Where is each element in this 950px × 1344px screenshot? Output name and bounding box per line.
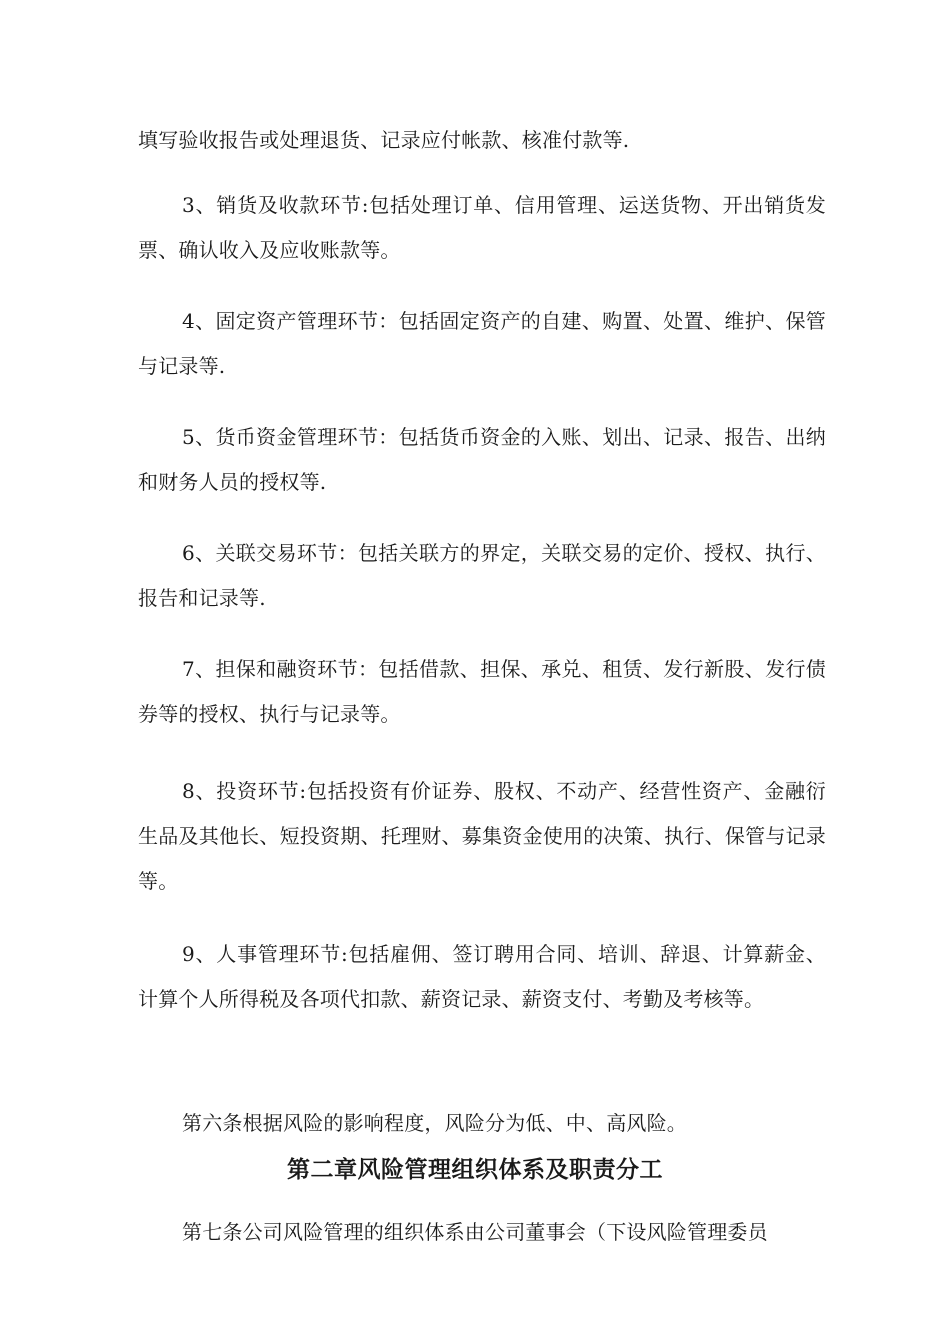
paragraph-continuation: 填写验收报告或处理退货、记录应付帐款、核准付款等. <box>138 128 630 152</box>
paragraph-fixed-assets: 4、固定资产管理环节：包括固定资产的自建、购置、处置、维护、保管与记录等. <box>138 309 826 378</box>
chapter-heading: 第二章风险管理组织体系及职责分工 <box>287 1156 663 1183</box>
paragraph-related-transactions: 6、关联交易环节：包括关联方的界定，关联交易的定价、授权、执行、报告和记录等. <box>138 541 826 610</box>
paragraph-guarantee-financing: 7、担保和融资环节：包括借款、担保、承兑、租赁、发行新股、发行债券等的授权、执行与记录等。 <box>138 657 826 726</box>
paragraph-personnel: 9、人事管理环节:包括雇佣、签订聘用合同、培训、辞退、计算薪金、计算个人所得税及各项代扣款、薪资记录、薪资支付、考勤及考核等。 <box>138 942 826 1011</box>
paragraph-article-7: 第七条公司风险管理的组织体系由公司董事会（下设风险管理委员 <box>182 1220 768 1244</box>
paragraph-sales-collection: 3、销货及收款环节:包括处理订单、信用管理、运送货物、开出销货发票、确认收入及应收账款等。 <box>138 193 826 262</box>
paragraph-investment: 8、投资环节:包括投资有价证券、股权、不动产、经营性资产、金融衍生品及其他长、短投资期、托理财、募集资金使用的决策、执行、保管与记录等。 <box>138 779 826 893</box>
paragraph-article-6: 第六条根据风险的影响程度，风险分为低、中、高风险。 <box>182 1111 687 1135</box>
paragraph-monetary-funds: 5、货币资金管理环节：包括货币资金的入账、划出、记录、报告、出纳和财务人员的授权等. <box>138 425 826 494</box>
